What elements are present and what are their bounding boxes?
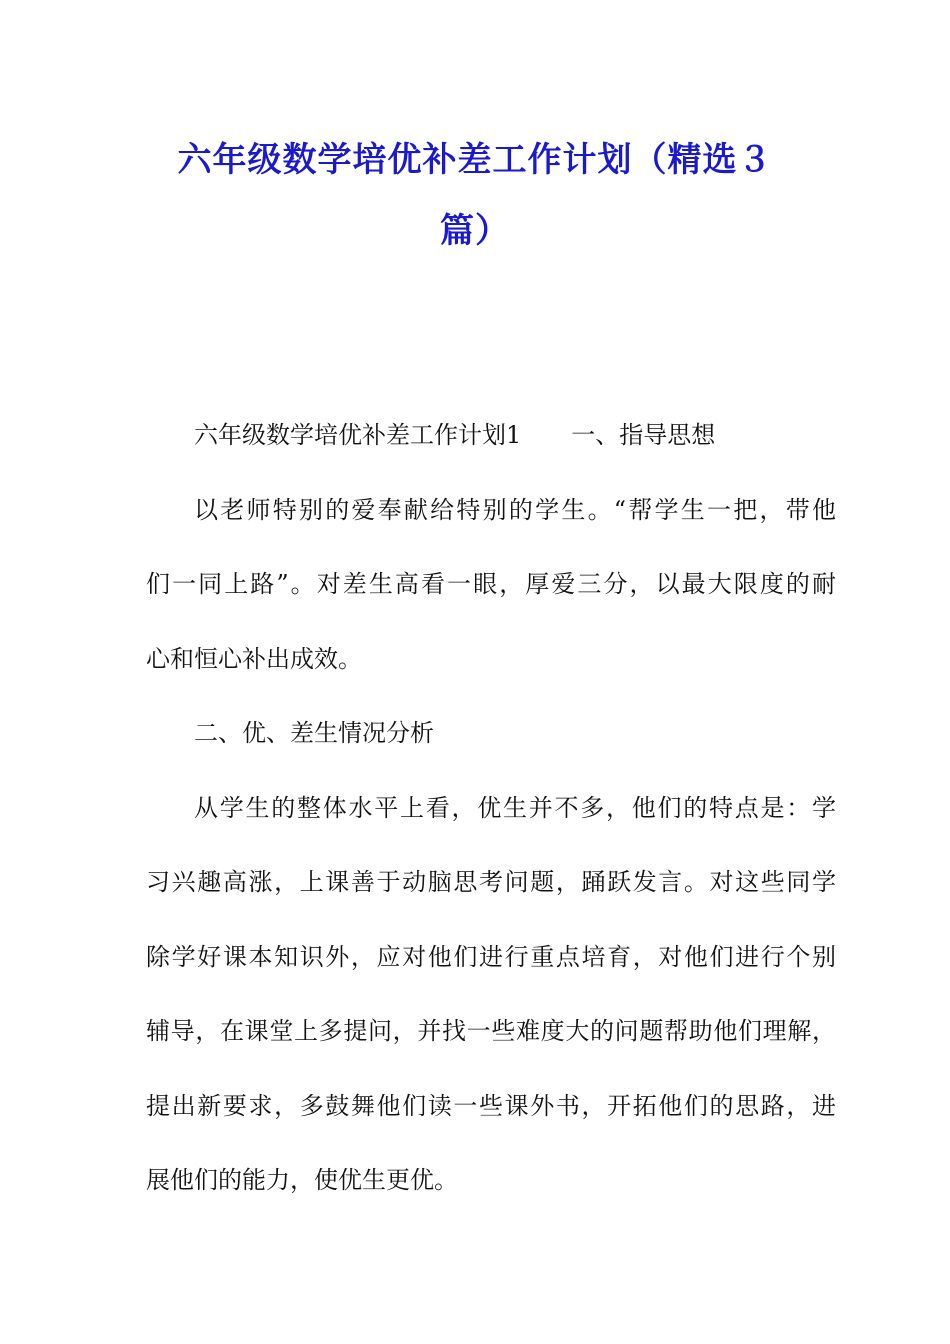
plan-heading-line: [146, 413, 836, 488]
paragraph-1-line-3: 心和恒心补出成效。: [146, 644, 362, 673]
document-body: [146, 413, 836, 1233]
section-1-heading: 一、指导思想: [571, 421, 716, 449]
document-title-line-2: 篇）: [440, 211, 510, 251]
paragraph-1-line-2: 们一同上路”。对差生高看一眼，厚爱三分，以最大限度的耐: [146, 570, 836, 598]
document-title-line-1: 六年级数学培优补差工作计划（精选３: [177, 140, 773, 180]
paragraph-2-line-6: 展他们的能力，使优生更优。: [146, 1166, 458, 1194]
plan-heading: 六年级数学培优补差工作计划1: [194, 421, 522, 449]
paragraph-2-line-5: 提出新要求，多鼓舞他们读一些课外书，开拓他们的思路，进: [146, 1091, 836, 1120]
section-2-heading: 二、优、差生情况分析: [194, 719, 434, 747]
paragraph-1-line-1: 以老师特别的爱奉献给特别的学生。“帮学生一把，带他: [194, 495, 836, 524]
paragraph-2-line-3: 除学好课本知识外，应对他们进行重点培育，对他们进行个别: [146, 942, 836, 971]
paragraph-2-line-1: 从学生的整体水平上看，优生并不多，他们的特点是：学: [194, 793, 836, 822]
paragraph-2-line-4: 辅导，在课堂上多提问，并找一些难度大的问题帮助他们理解，: [146, 1017, 836, 1045]
paragraph-2-line-2: 习兴趣高涨，上课善于动脑思考问题，踊跃发言。对这些同学: [146, 868, 836, 896]
